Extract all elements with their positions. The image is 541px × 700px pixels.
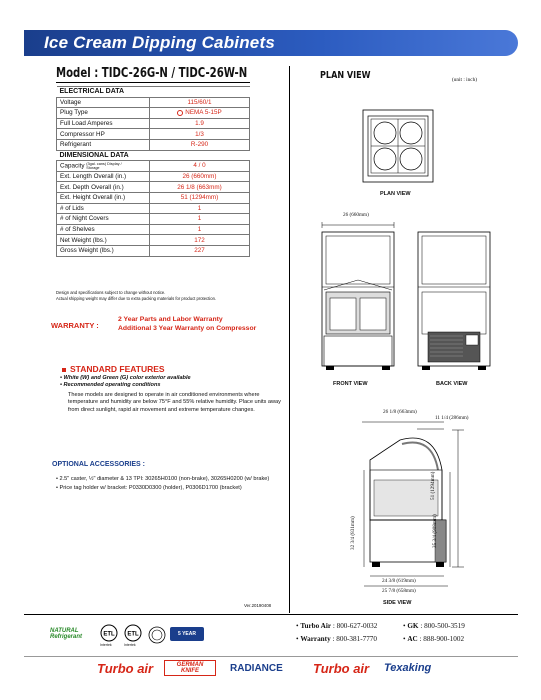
table-row: # of Night Covers 1: [57, 214, 250, 225]
column-divider: [289, 66, 290, 613]
list-item: • Price tag holder w/ bracket: P0330D0300 (holder), P0306D1700 (bracket): [56, 485, 242, 491]
unit-label: (unit : inch): [452, 77, 478, 83]
footer-divider: [24, 614, 518, 615]
front-width-dim: 26 (660mm): [343, 212, 369, 218]
table-row: Gross Weight (lbs.) 227: [57, 245, 250, 256]
plug-icon: [177, 110, 183, 116]
side-base1-dim: 24 3/8 (619mm): [382, 578, 416, 584]
table-row: Refrigerant R-290: [57, 139, 250, 150]
optional-accessories-list: [56, 475, 286, 493]
table-row: Net Weight (lbs.) 172: [57, 235, 250, 246]
plan-view-label: PLAN VIEW: [380, 191, 411, 197]
svg-text:ETL: ETL: [103, 631, 115, 638]
table-row: Compressor HP 1/3: [57, 129, 250, 140]
model-heading: Model : TIDC-26G-N / TIDC-26W-N: [56, 66, 248, 81]
optional-accessories-title: OPTIONAL ACCESSORIES :: [52, 461, 145, 468]
fineprint: Design and specifications subject to change without notice. Actual shipping weight may differ due to extra packing materials for product protection.: [56, 290, 217, 301]
table-row: Full Load Amperes 1.9: [57, 118, 250, 129]
brand-divider: [24, 656, 518, 657]
warranty-badge: 5 YEAR: [170, 627, 204, 641]
back-view-drawing: [418, 232, 490, 370]
table-row: Voltage 115/60/1: [57, 97, 250, 108]
side-depth-dim: 26 1/8 (663mm): [383, 409, 417, 415]
brand-texaking: Texaking: [384, 662, 432, 674]
warranty-text: 2 Year Parts and Labor Warranty Additional 3 Year Warranty on Compressor: [118, 316, 257, 332]
page-title: Ice Cream Dipping Cabinets: [44, 33, 275, 52]
side-height-total-dim: 51 (1294mm): [430, 471, 436, 500]
side-view-drawing: [340, 420, 475, 595]
table-row: # of Lids 1: [57, 203, 250, 214]
front-view-label: FRONT VIEW: [333, 381, 368, 387]
standard-features-title: STANDARD FEATURES: [62, 364, 165, 374]
back-view-label: BACK VIEW: [436, 381, 468, 387]
table-row: Plug Type NEMA 5-15P: [57, 108, 250, 119]
table-row: # of Shelves 1: [57, 224, 250, 235]
standard-features-list: • White (W) and Green (G) color exterior available • Recommended operating conditions These models are designed to operate in air conditioned environments where temperature and humidity are below 75°F and 55% relative humidity. Place units away from direct sunlight, rapid air movement and extreme temperature changes.: [60, 375, 281, 413]
natural-refrigerant-logo: NATURAL Refrigerant: [50, 628, 83, 640]
version-label: Ver.20190408: [244, 603, 272, 608]
brand-turbo-air-1: Turbo air: [97, 661, 154, 676]
intertek-label-1: Intertek: [100, 643, 112, 647]
title-banner: [24, 30, 518, 56]
contact-block: • Turbo Air : 800-627-0032 • Warranty : 800-381-7770 • GK : 800-500-3519 • AC : 888-900-1002: [296, 622, 465, 643]
model-underline: [56, 82, 250, 83]
side-base2-dim: 25 7/8 (658mm): [382, 588, 416, 594]
table-row: Ext. Length Overall (in.) 26 (660mm): [57, 171, 250, 182]
front-width-dim-line: [322, 222, 394, 228]
plan-view-drawing: [363, 110, 433, 185]
side-top-dim: 11 1/4 (286mm): [435, 415, 469, 421]
dimensional-header: DIMENSIONAL DATA: [57, 150, 250, 161]
table-row: Ext. Depth Overall (in.) 26 1/8 (663mm): [57, 182, 250, 193]
intertek-label-2: Intertek: [124, 643, 136, 647]
table-row: Ext. Height Overall (in.) 51 (1294mm): [57, 192, 250, 203]
side-height-mid-dim: 35 3/4 (908mm): [432, 514, 438, 548]
electrical-header: ELECTRICAL DATA: [57, 87, 250, 98]
side-view-label: SIDE VIEW: [383, 600, 412, 606]
table-row: Capacity (3gal. cans) Display / Storage 4 / 0: [57, 161, 250, 172]
brand-german-knife: GERMAN KNIFE: [164, 660, 216, 676]
side-height-low-dim: 32 3/4 (831mm): [350, 516, 356, 550]
spec-table: [56, 86, 250, 257]
brand-radiance: RADIANCE: [230, 663, 283, 674]
front-view-drawing: [322, 232, 394, 370]
svg-text:ETL: ETL: [127, 631, 139, 638]
list-item: • 2.5" caster, ½" diameter & 13 TPI: 30265H0100 (non-brake), 30265H0200 (w/ brake): [56, 476, 270, 482]
energy-logo-icon: [148, 626, 166, 644]
plan-view-heading: PLAN VIEW: [320, 70, 371, 81]
brand-turbo-air-2: Turbo air: [313, 661, 370, 676]
warranty-label: WARRANTY :: [51, 321, 99, 330]
